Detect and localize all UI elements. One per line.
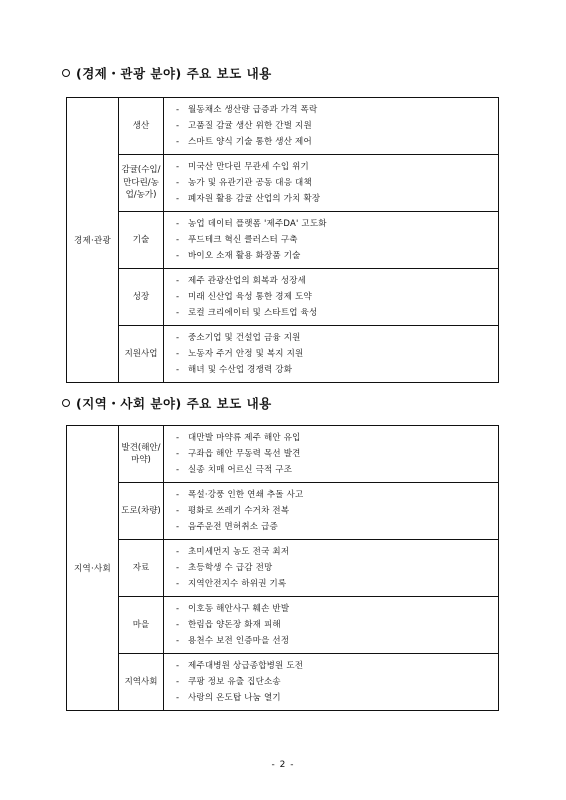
list-item [176, 674, 498, 690]
list-item [176, 175, 498, 191]
dash-bullet: - [176, 333, 180, 343]
item-text: 제주대병원 상급종합병원 도전 [188, 661, 304, 671]
subcategory-cell: 지역사회 [119, 654, 164, 711]
region-society-table [66, 425, 499, 711]
economy-tourism-table [66, 97, 499, 383]
item-text: 농가 및 유관기관 공동 대응 대책 [188, 178, 312, 188]
dash-bullet: - [176, 178, 180, 188]
list-item [176, 159, 498, 175]
list-item [176, 330, 498, 346]
list-item [176, 216, 498, 232]
item-text: 제주 관광산업의 회복과 성장세 [188, 276, 307, 286]
list-item [176, 503, 498, 519]
list-item [176, 519, 498, 535]
page-number: - 2 - [271, 760, 295, 770]
subcategory-cell: 마을 [119, 597, 164, 654]
table-row [67, 326, 499, 383]
list-item [176, 232, 498, 248]
item-text: 지역안전지수 하위권 기록 [188, 579, 287, 589]
list-item [176, 305, 498, 321]
items-cell [164, 326, 499, 383]
dash-bullet: - [176, 121, 180, 131]
items-cell [164, 426, 499, 483]
item-text: 폐자원 활용 감귤 산업의 가치 확장 [188, 194, 321, 204]
dash-bullet: - [176, 365, 180, 375]
list-item [176, 102, 498, 118]
item-text: 폭설·강풍 인한 연쇄 추돌 사고 [188, 490, 304, 500]
items-cell [164, 155, 499, 212]
section-title: (지역・사회 분야) 주요 보도 내용 [76, 396, 272, 411]
item-text: 쿠팡 정보 유출 집단소송 [188, 677, 281, 687]
list-item [176, 690, 498, 706]
subcategory-cell: 도로(차량) [119, 483, 164, 540]
items-cell [164, 98, 499, 155]
items-cell [164, 540, 499, 597]
dash-bullet: - [176, 636, 180, 646]
dash-bullet: - [176, 604, 180, 614]
dash-bullet: - [176, 677, 180, 687]
dash-bullet: - [176, 308, 180, 318]
item-text: 초등학생 수 급감 전망 [188, 563, 273, 573]
dash-bullet: - [176, 563, 180, 573]
list-item [176, 248, 498, 264]
dash-bullet: - [176, 219, 180, 229]
item-text: 구좌읍 해안 무동력 목선 발견 [188, 449, 301, 459]
list-item [176, 576, 498, 592]
major-category-cell: 경제·관광 [67, 98, 119, 383]
subcategory-cell: 발견(해안/ 마약) [119, 426, 164, 483]
table-row [67, 483, 499, 540]
item-text: 노동자 주거 안정 및 복지 지원 [188, 349, 304, 359]
item-text: 초미세먼지 농도 전국 최저 [188, 547, 290, 557]
subcategory-cell: 지원사업 [119, 326, 164, 383]
dash-bullet: - [176, 162, 180, 172]
dash-bullet: - [176, 137, 180, 147]
table-row [67, 212, 499, 269]
item-text: 바이오 소재 활용 화장품 기술 [188, 251, 301, 261]
item-text: 사랑의 온도탑 나눔 열기 [188, 693, 281, 703]
list-item [176, 462, 498, 478]
table-row [67, 426, 499, 483]
table-row [67, 269, 499, 326]
item-text: 로컬 크리에이터 및 스타트업 육성 [188, 308, 318, 318]
table-row [67, 654, 499, 711]
item-text: 대만발 마약류 제주 해안 유입 [188, 433, 301, 443]
item-text: 미국산 만다린 무관세 수입 위기 [188, 162, 309, 172]
items-cell [164, 269, 499, 326]
table-row [67, 540, 499, 597]
list-item [176, 544, 498, 560]
dash-bullet: - [176, 465, 180, 475]
items-cell [164, 483, 499, 540]
list-item [176, 560, 498, 576]
dash-bullet: - [176, 506, 180, 516]
item-text: 음주운전 면허취소 급증 [188, 522, 278, 532]
list-item [176, 191, 498, 207]
circle-bullet-icon [62, 399, 70, 407]
item-text: 중소기업 및 건설업 금융 지원 [188, 333, 301, 343]
item-text: 해녀 및 수산업 경쟁력 강화 [188, 365, 293, 375]
major-category-cell: 지역·사회 [67, 426, 119, 711]
dash-bullet: - [176, 292, 180, 302]
dash-bullet: - [176, 449, 180, 459]
dash-bullet: - [176, 522, 180, 532]
section-title: (경제・관광 분야) 주요 보도 내용 [76, 66, 272, 81]
item-text: 월동채소 생산량 급증과 가격 폭락 [188, 105, 318, 115]
dash-bullet: - [176, 105, 180, 115]
item-text: 고품질 감귤 생산 위한 간벌 지원 [188, 121, 312, 131]
subcategory-cell: 성장 [119, 269, 164, 326]
items-cell [164, 597, 499, 654]
list-item [176, 134, 498, 150]
list-item [176, 118, 498, 134]
list-item [176, 617, 498, 633]
dash-bullet: - [176, 661, 180, 671]
dash-bullet: - [176, 547, 180, 557]
item-text: 실종 치매 어르신 극적 구조 [188, 465, 293, 475]
list-item [176, 633, 498, 649]
dash-bullet: - [176, 693, 180, 703]
dash-bullet: - [176, 251, 180, 261]
table-row [67, 98, 499, 155]
subcategory-cell: 감귤(수입/ 만다린/농 업/농가) [119, 155, 164, 212]
list-item [176, 289, 498, 305]
item-text: 미래 신산업 육성 통한 경제 도약 [188, 292, 312, 302]
list-item [176, 601, 498, 617]
list-item [176, 446, 498, 462]
dash-bullet: - [176, 620, 180, 630]
dash-bullet: - [176, 349, 180, 359]
items-cell [164, 654, 499, 711]
list-item [176, 658, 498, 674]
item-text: 농업 데이터 플랫폼 '제주DA' 고도화 [188, 219, 327, 229]
section-heading-economy [62, 64, 272, 82]
table-row [67, 597, 499, 654]
list-item [176, 487, 498, 503]
subcategory-cell: 자료 [119, 540, 164, 597]
circle-bullet-icon [62, 69, 70, 77]
section-heading-society [62, 394, 272, 412]
dash-bullet: - [176, 276, 180, 286]
item-text: 한림읍 양돈장 화재 피해 [188, 620, 281, 630]
dash-bullet: - [176, 194, 180, 204]
item-text: 푸드테크 혁신 클러스터 구축 [188, 235, 298, 245]
subcategory-cell: 생산 [119, 98, 164, 155]
dash-bullet: - [176, 433, 180, 443]
list-item [176, 273, 498, 289]
dash-bullet: - [176, 235, 180, 245]
item-text: 이호동 해안사구 훼손 반발 [188, 604, 290, 614]
item-text: 스마트 양식 기술 통한 생산 제어 [188, 137, 312, 147]
list-item [176, 346, 498, 362]
item-text: 평화로 쓰레기 수거차 전복 [188, 506, 290, 516]
dash-bullet: - [176, 490, 180, 500]
dash-bullet: - [176, 579, 180, 589]
table-row [67, 155, 499, 212]
list-item [176, 362, 498, 378]
subcategory-cell: 기술 [119, 212, 164, 269]
item-text: 용천수 보전 인증마을 선정 [188, 636, 290, 646]
items-cell [164, 212, 499, 269]
list-item [176, 430, 498, 446]
